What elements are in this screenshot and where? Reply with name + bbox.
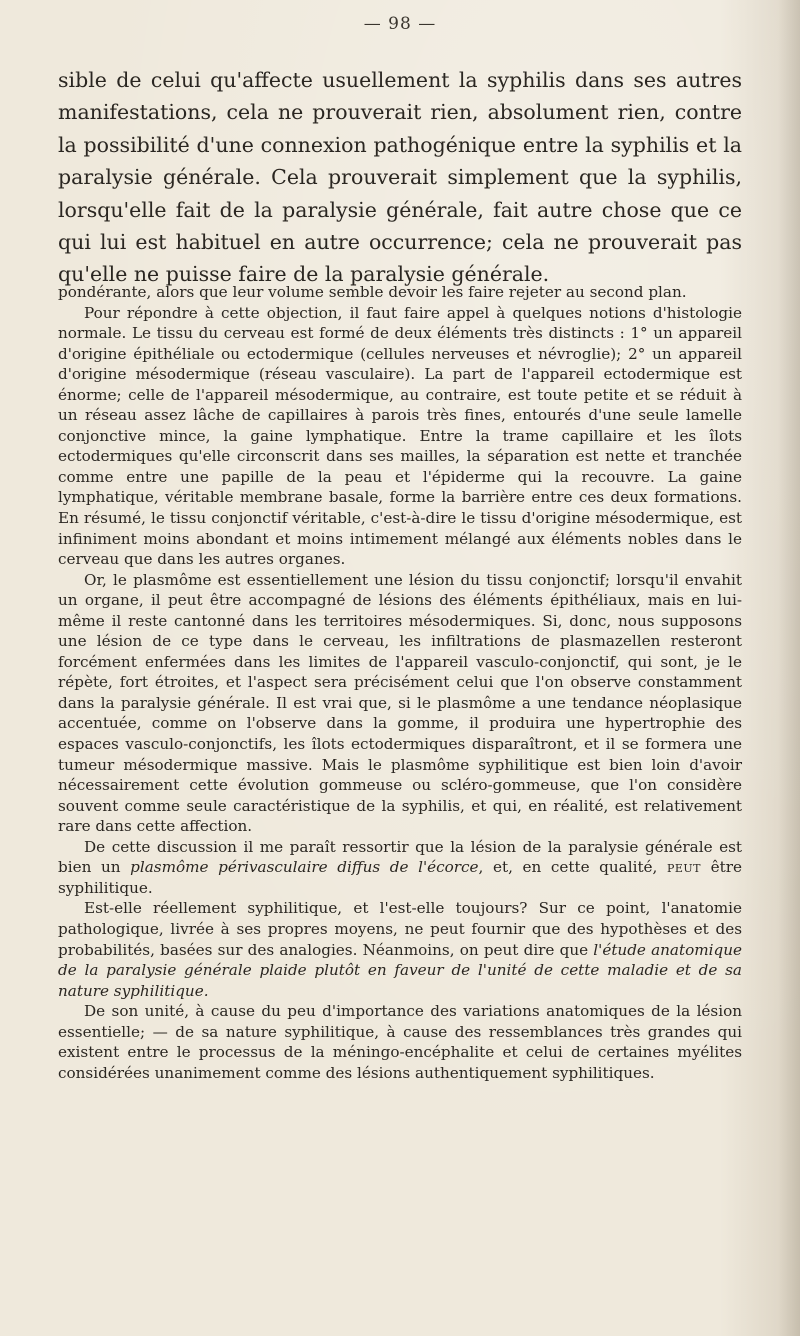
paragraph-4-smallcaps: peut [666,858,702,877]
paragraph-4-text-a: De cette discussion il me paraît ressortir que la lésion de la paralysie générale est bien un [58,837,742,877]
page-edge-shadow [778,0,800,1336]
page-number: — 98 — [363,14,437,34]
paragraph-4-text-c: être syphilitique. [58,858,742,897]
lead-paragraph: sible de celui qu'affecte usuellement la syphilis dans ses autres manifestations, cela ne prouverait rien, absolument rien, contre la possibilité d'une connexion pathogénique entre la syphilis et la paralysie générale. Cela prouverait simplement que la syphilis, lorsqu'elle fait de la paralysie générale, fait autre chose que ce qui lui est habituel en autre occurrence; cela ne prouverait pas qu'elle ne puisse faire de la paralysie générale. [58,68,742,287]
paragraph-6: De son unité, à cause du peu d'importance des variations anatomiques de la lésion essentielle; — de sa nature syphilitique, à cause des ressemblances très grandes qui existent entre le processus de la méningo-encéphalite et celui de certaines myélites considérées unanimement comme des lésions authentiquement syphilitiques. [58,1002,742,1082]
paragraph-3: Or, le plasmôme est essentiellement une lésion du tissu conjonctif; lorsqu'il envahit un organe, il peut être accompagné de lésions des éléments épithéliaux, mais en lui-même il reste cantonné dans les territoires mésodermiques. Si, donc, nous supposons une lésion de ce type dans le cerveau, les infiltrations de plasmazellen resteront forcément enfermées dans les limites de l'appareil vasculo-conjonctif, qui sont, je le répète, fort étroites, et l'aspect sera précisément celui que l'on observe constamment dans la paralysie générale. Il est vrai que, si le plasmôme a une tendance néoplasique accentuée, comme on l'observe dans la gomme, il produira une hypertrophie des espaces vasculo-conjonctifs, les îlots ectodermiques disparaîtront, et il se formera une tumeur mésodermique massive. Mais le plasmôme syphilitique est bien loin d'avoir nécessairement cette évolution gommeuse ou scléro-gommeuse, que l'on considère souvent comme seule caractéristique de la syphilis, et qui, en réalité, est relativement rare dans cette affection. [58,570,742,836]
body-text [58,282,742,1083]
paragraph-5 [58,898,742,1001]
paragraph-1: pondérante, alors que leur volume semble devoir les faire rejeter au second plan. [58,283,687,301]
paragraph-4 [58,837,742,899]
paragraph-4-emphasis: plasmôme périvasculaire diffus de l'écorce [130,858,479,877]
paragraph-2: Pour répondre à cette objection, il faut faire appel à quelques notions d'histologie normale. Le tissu du cerveau est formé de deux éléments très distincts : 1° un appareil d'origine épithéliale ou ectodermique (cellules nerveuses et névroglie); 2° un appareil d'origine mésodermique (réseau vasculaire). La part de l'appareil ectodermique est énorme; celle de l'appareil mésodermique, au contraire, est toute petite et se réduit à un réseau assez lâche de capillaires à parois très fines, entourés d'une seule lamelle conjonctive mince, la gaine lymphatique. Entre la trame capillaire et les îlots ectodermiques qu'elle circonscrit dans ses mailles, la séparation est nette et tranchée comme entre une papille de la peau et l'épiderme qui la recouvre. La gaine lymphatique, véritable membrane basale, forme la barrière entre ces deux formations. En résumé, le tissu conjonctif véritable, c'est-à-dire le tissu d'origine mésodermique, est infiniment moins abondant et moins intimement mélangé aux éléments nobles dans le cerveau que dans les autres organes. [58,303,742,569]
paragraph-4-text-b: , et, en cette qualité, [478,858,667,877]
paragraph-5-text-a: Est-elle réellement syphilitique, et l'est-elle toujours? Sur ce point, l'anatomie pathologique, livrée à ses propres moyens, ne peut fournir que des hypothèses et des probabilités, basées sur des analogies. Néanmoins, on peut dire que [58,899,742,959]
paragraph-5-emphasis: l'étude anatomique de la paralysie générale plaide plutôt en faveur de l'unité de cette maladie et de sa nature syphilitique. [58,940,742,1000]
